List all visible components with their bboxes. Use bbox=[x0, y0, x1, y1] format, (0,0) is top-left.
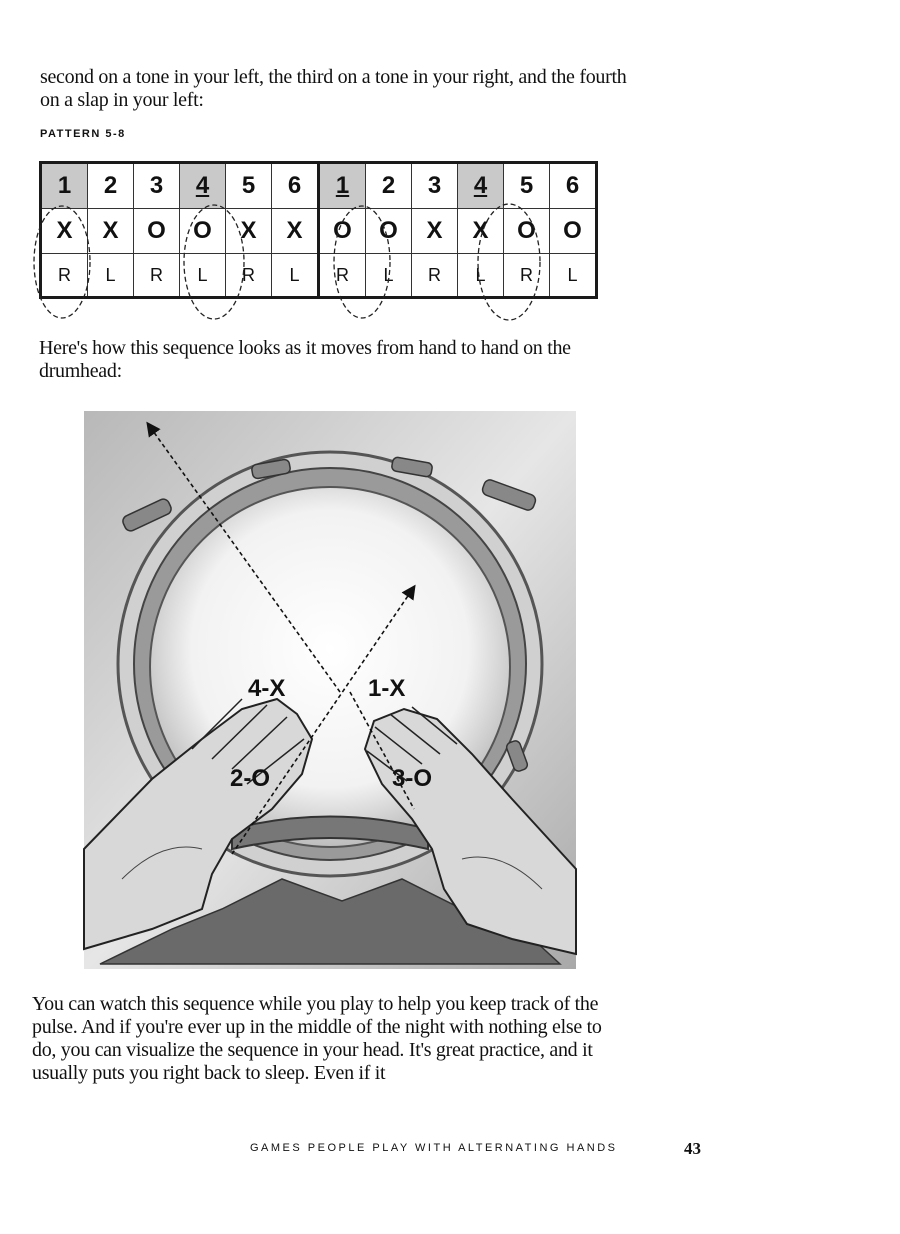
stroke-cell: O bbox=[550, 209, 597, 254]
beat-cell: 5 bbox=[504, 163, 550, 209]
hand-cell: R bbox=[319, 254, 366, 298]
hand-cell: L bbox=[458, 254, 504, 298]
beats-row bbox=[41, 163, 597, 209]
label-1x: 1-X bbox=[368, 675, 406, 702]
beat-cell: 6 bbox=[272, 163, 319, 209]
hand-cell: L bbox=[550, 254, 597, 298]
stroke-cell: O bbox=[319, 209, 366, 254]
closing-paragraph: You can watch this sequence while you play to help you keep track of the pulse. And if you're ever up in the middle of the night with nothing else to do, you can visualize the sequence in your head. It's great practice, and it usually puts you right back to sleep. Even if it bbox=[32, 993, 602, 1084]
beat-cell: 2 bbox=[366, 163, 412, 209]
strokes-row bbox=[41, 209, 597, 254]
hands-row bbox=[41, 254, 597, 298]
beat-cell: 5 bbox=[226, 163, 272, 209]
beat-cell: 2 bbox=[88, 163, 134, 209]
label-3o: 3-O bbox=[392, 765, 433, 792]
hand-cell: R bbox=[134, 254, 180, 298]
stroke-cell: O bbox=[504, 209, 550, 254]
beat-cell: 3 bbox=[134, 163, 180, 209]
hand-cell: L bbox=[88, 254, 134, 298]
beat-cell: 1 bbox=[41, 163, 88, 209]
hand-cell: R bbox=[504, 254, 550, 298]
stroke-cell: X bbox=[272, 209, 319, 254]
pattern-label: PATTERN 5-8 bbox=[40, 128, 126, 140]
beat-cell: 3 bbox=[412, 163, 458, 209]
stroke-cell: O bbox=[134, 209, 180, 254]
label-4x: 4-X bbox=[248, 675, 286, 702]
stroke-cell: O bbox=[366, 209, 412, 254]
hand-cell: L bbox=[366, 254, 412, 298]
beat-cell: 4 bbox=[180, 163, 226, 209]
pattern-table bbox=[39, 161, 598, 299]
stroke-cell: X bbox=[41, 209, 88, 254]
stroke-cell: X bbox=[226, 209, 272, 254]
hand-cell: L bbox=[272, 254, 319, 298]
hand-cell: L bbox=[180, 254, 226, 298]
running-footer: GAMES PEOPLE PLAY WITH ALTERNATING HANDS bbox=[250, 1142, 618, 1154]
stroke-cell: X bbox=[458, 209, 504, 254]
drumhead-illustration bbox=[82, 409, 578, 971]
beat-cell: 1 bbox=[319, 163, 366, 209]
stroke-cell: O bbox=[180, 209, 226, 254]
intro-paragraph: second on a tone in your left, the third on a tone in your right, and the fourth on a slap in your left: bbox=[40, 66, 627, 111]
label-2o: 2-O bbox=[230, 765, 271, 792]
hand-cell: R bbox=[226, 254, 272, 298]
stroke-cell: X bbox=[412, 209, 458, 254]
description-paragraph: Here's how this sequence looks as it moves from hand to hand on the drumhead: bbox=[39, 337, 571, 382]
hand-cell: R bbox=[412, 254, 458, 298]
beat-cell: 4 bbox=[458, 163, 504, 209]
beat-cell: 6 bbox=[550, 163, 597, 209]
page-number: 43 bbox=[684, 1139, 701, 1158]
hand-cell: R bbox=[41, 254, 88, 298]
stroke-cell: X bbox=[88, 209, 134, 254]
